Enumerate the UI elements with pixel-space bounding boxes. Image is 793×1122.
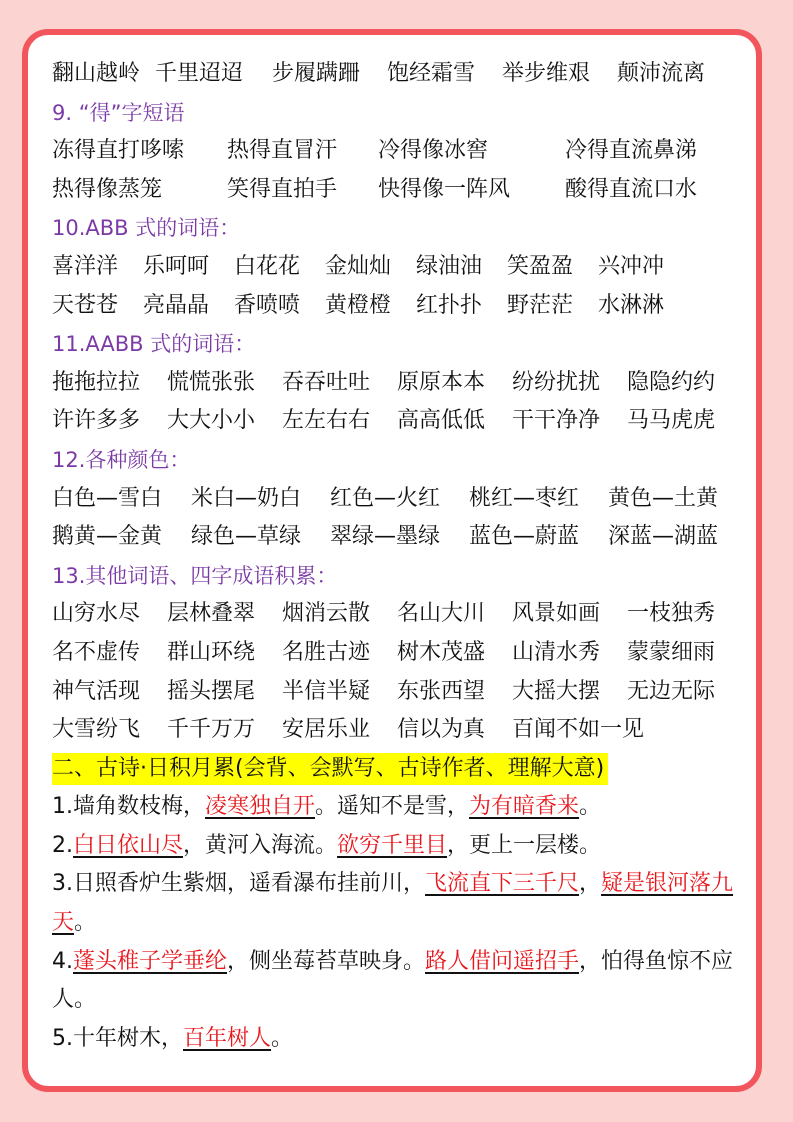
word: 野茫茫 <box>507 292 574 318</box>
poem-text: 。 <box>271 1025 294 1051</box>
section-2-heading: 二、古诗·日积月累(会背、会默写、古诗作者、理解大意) <box>52 753 608 785</box>
word: 蓝色—蔚蓝 <box>469 524 580 550</box>
word-row <box>52 634 752 673</box>
word-row <box>52 171 752 210</box>
poem-answer: 凌寒独自开 <box>205 794 316 820</box>
word: 烟消云散 <box>282 601 371 627</box>
poem-line <box>52 827 752 866</box>
word: 笑得直拍手 <box>227 176 338 202</box>
word: 喜洋洋 <box>52 253 119 279</box>
document-body <box>52 55 752 1058</box>
word: 热得直冒汗 <box>227 138 338 164</box>
poem-answer: 欲穷千里目 <box>337 832 448 858</box>
word: 原原本本 <box>397 369 486 395</box>
poem-text: 5.十年树木， <box>52 1025 183 1051</box>
word: 吞吞吐吐 <box>282 369 371 395</box>
word: 颠沛流离 <box>617 61 706 86</box>
poem-answer: 路人借问遥招手 <box>425 948 580 974</box>
word: 香喷喷 <box>234 292 301 318</box>
word: 笑盈盈 <box>507 253 574 279</box>
word: 蒙蒙细雨 <box>627 639 716 665</box>
word-row <box>52 518 752 557</box>
poem-answer: 疑是银河落九天 <box>52 871 734 936</box>
word: 神气活现 <box>52 678 141 704</box>
word: 慌慌张张 <box>167 369 256 395</box>
word: 红扑扑 <box>416 292 483 318</box>
poem-text: ，怕得鱼惊不应人。 <box>52 948 734 1013</box>
word: 翻山越岭 <box>52 61 141 86</box>
word: 百闻不如一见 <box>512 717 645 743</box>
word: 亮晶晶 <box>143 292 210 318</box>
poem-answer: 百年树人 <box>183 1025 272 1051</box>
word: 兴冲冲 <box>598 253 665 279</box>
poem-line <box>52 1020 752 1059</box>
word: 桃红—枣红 <box>469 485 580 511</box>
poem-text: 。 <box>579 794 602 820</box>
section-heading: 10.ABB 式的词语： <box>52 216 241 241</box>
word: 绿油油 <box>416 253 483 279</box>
word: 天苍苍 <box>52 292 119 318</box>
section-heading: 13.其他词语、四字成语积累： <box>52 563 338 588</box>
word: 山穷水尽 <box>52 601 141 627</box>
word: 纷纷扰扰 <box>512 369 601 395</box>
word: 名山大川 <box>397 601 486 627</box>
word-row <box>52 364 752 403</box>
poem-text: ，侧坐莓苔草映身。 <box>227 948 426 974</box>
word: 大雪纷飞 <box>52 717 141 743</box>
section-heading: 11.AABB 式的词语： <box>52 332 256 357</box>
word: 金灿灿 <box>325 253 392 279</box>
poem-line <box>52 788 752 827</box>
word: 名不虚传 <box>52 639 141 665</box>
word: 左左右右 <box>282 408 371 434</box>
word: 安居乐业 <box>282 717 371 743</box>
word: 千里迢迢 <box>155 61 244 86</box>
word: 饱经霜雪 <box>387 61 476 86</box>
word-row <box>52 55 752 94</box>
poem-text: ，黄河入海流。 <box>183 832 338 858</box>
word-row <box>52 132 752 171</box>
word: 高高低低 <box>397 408 486 434</box>
word: 大大小小 <box>167 408 256 434</box>
poem-text: 。遥知不是雪， <box>315 794 470 820</box>
word: 水淋淋 <box>598 292 665 318</box>
word: 干干净净 <box>512 408 601 434</box>
word-row <box>52 480 752 519</box>
poem-answer: 白日依山尽 <box>73 832 184 858</box>
word: 深蓝—湖蓝 <box>608 524 719 550</box>
word: 冷得直流鼻涕 <box>565 138 698 164</box>
word: 步履蹒跚 <box>272 61 361 86</box>
poem-text: 2. <box>52 832 73 858</box>
word: 冻得直打哆嗦 <box>52 138 185 164</box>
word: 红色—火红 <box>330 485 441 511</box>
word: 风景如画 <box>512 601 601 627</box>
word: 快得像一阵风 <box>378 176 511 202</box>
word-row <box>52 711 752 750</box>
word: 绿色—草绿 <box>191 524 302 550</box>
word: 白色—雪白 <box>52 485 163 511</box>
word: 树木茂盛 <box>397 639 486 665</box>
word-row <box>52 402 752 441</box>
poem-answer: 蓬头稚子学垂纶 <box>73 948 228 974</box>
poem-text: 。 <box>74 910 97 936</box>
word: 千千万万 <box>167 717 256 743</box>
poem-line <box>52 865 752 942</box>
section-heading: 9. “得”字短语 <box>52 100 185 125</box>
content-card <box>22 29 762 1092</box>
section-heading: 12.各种颜色： <box>52 447 191 472</box>
word: 举步维艰 <box>502 61 591 86</box>
poem-text: 1.墙角数枝梅， <box>52 794 205 820</box>
word: 大摇大摆 <box>512 678 601 704</box>
word: 摇头摆尾 <box>167 678 256 704</box>
poem-text: 3.日照香炉生紫烟，遥看瀑布挂前川， <box>52 871 425 897</box>
word: 名胜古迹 <box>282 639 371 665</box>
word-row <box>52 248 752 287</box>
word: 白花花 <box>234 253 301 279</box>
word-row <box>52 287 752 326</box>
word: 热得像蒸笼 <box>52 176 163 202</box>
word-row <box>52 595 752 634</box>
poem-line <box>52 943 752 1020</box>
word: 半信半疑 <box>282 678 371 704</box>
word: 无边无际 <box>627 678 716 704</box>
word: 冷得像冰窖 <box>378 138 489 164</box>
word: 鹅黄—金黄 <box>52 524 163 550</box>
poem-text: 4. <box>52 948 73 974</box>
word: 乐呵呵 <box>143 253 210 279</box>
poem-text: ，更上一层楼。 <box>447 832 602 858</box>
word: 翠绿—墨绿 <box>330 524 441 550</box>
poem-answer: 为有暗香来 <box>469 794 580 820</box>
word: 群山环绕 <box>167 639 256 665</box>
word: 黄橙橙 <box>325 292 392 318</box>
word: 许许多多 <box>52 408 141 434</box>
word: 黄色—土黄 <box>608 485 719 511</box>
word: 信以为真 <box>397 717 486 743</box>
word: 拖拖拉拉 <box>52 369 141 395</box>
word-row <box>52 673 752 712</box>
word: 米白—奶白 <box>191 485 302 511</box>
word: 东张西望 <box>397 678 486 704</box>
word: 山清水秀 <box>512 639 601 665</box>
word: 马马虎虎 <box>627 408 716 434</box>
word: 层林叠翠 <box>167 601 256 627</box>
word: 隐隐约约 <box>627 369 716 395</box>
word: 一枝独秀 <box>627 601 716 627</box>
poem-answer: 飞流直下三千尺 <box>425 871 580 897</box>
word: 酸得直流口水 <box>565 176 698 202</box>
section-2-heading-row <box>52 750 752 789</box>
poem-text: ， <box>579 871 602 897</box>
